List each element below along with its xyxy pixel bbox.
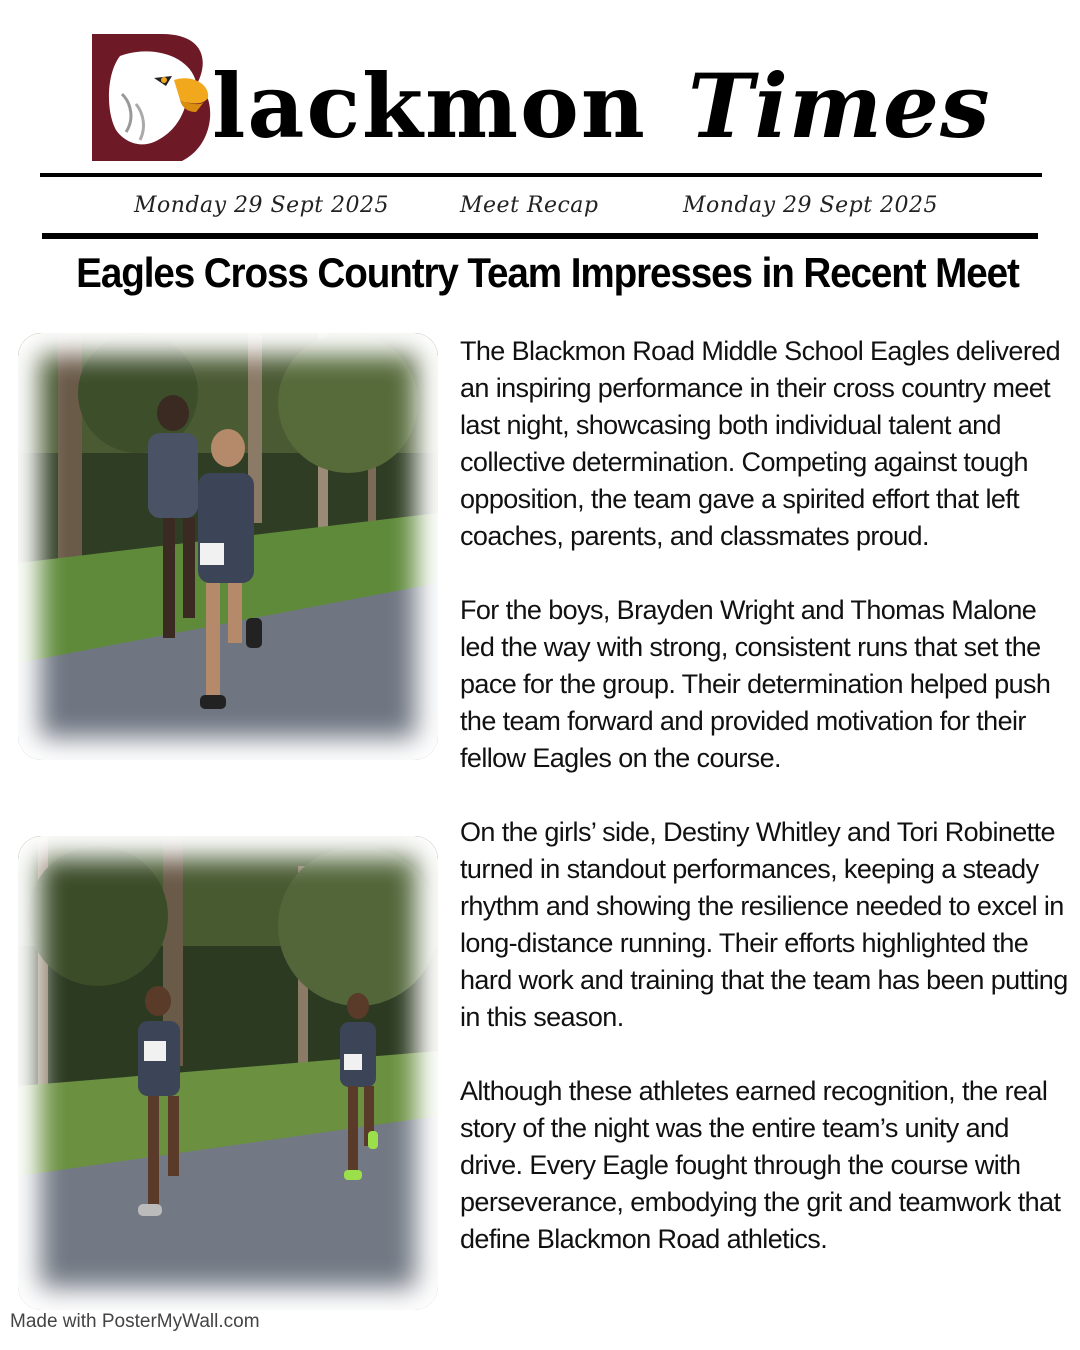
masthead-title-part-a: lackmon	[212, 54, 647, 158]
masthead	[0, 0, 1080, 175]
masthead-rule-bottom	[42, 233, 1038, 239]
dateline-left: Monday 29 Sept 2025	[134, 193, 390, 218]
boys-runners-photo	[18, 333, 438, 760]
girls-runners-photo	[18, 836, 438, 1310]
headline: Eagles Cross Country Team Impresses in Recent Meet	[76, 249, 1019, 296]
watermark-credit: Made with PosterMyWall.com	[10, 1311, 260, 1332]
dateline-right: Monday 29 Sept 2025	[683, 193, 939, 218]
article-body	[460, 333, 1070, 1295]
article-paragraph: The Blackmon Road Middle School Eagles delivered an inspiring performance in their cross country meet last night, showcasing both individual talent and collective determination. Competing against tough opposition, the team gave a spirited effort that left coaches, parents, and classmates proud.	[460, 336, 1061, 551]
masthead-rule-top	[40, 173, 1042, 177]
masthead-title-part-b: Times	[688, 54, 991, 158]
article-paragraph: On the girls’ side, Destiny Whitley and Tori Robinette turned in standout performances, keeping a steady rhythm and showing the resilience needed to excel in long-distance running. Their efforts highlighted the hard work and training that the team has been putting in this season.	[460, 817, 1068, 1032]
article-paragraph: For the boys, Brayden Wright and Thomas Malone led the way with strong, consistent runs that set the pace for the group. Their determination helped push the team forward and provided motivation for their fellow Eagles on the course.	[460, 595, 1051, 773]
article-paragraph: Although these athletes earned recognition, the real story of the night was the entire team’s unity and drive. Every Eagle fought through the course with perseverance, embodying the grit and teamwork that define Blackmon Road athletics.	[460, 1076, 1061, 1254]
eagle-head-icon	[92, 34, 212, 161]
dateline-section: Meet Recap	[460, 193, 599, 218]
